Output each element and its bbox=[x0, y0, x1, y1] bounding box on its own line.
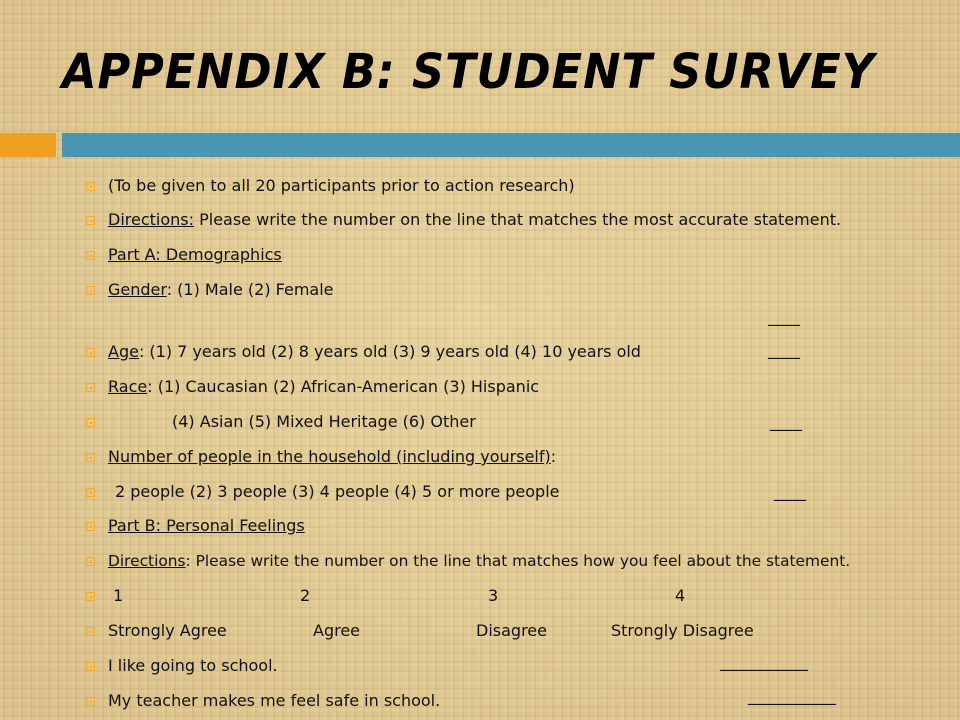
race-answer-line[interactable]: ____ bbox=[770, 412, 802, 431]
scale-number-3: 3 bbox=[488, 586, 499, 605]
bullet-icon bbox=[86, 627, 95, 636]
accent-bar-blue bbox=[62, 133, 960, 157]
feel-safe-answer-line[interactable]: ___________ bbox=[748, 686, 836, 705]
like-school-answer-line[interactable]: ___________ bbox=[720, 652, 808, 671]
gender-answer-line[interactable]: ____ bbox=[768, 307, 800, 326]
bullet-icon bbox=[86, 383, 95, 392]
race-question bbox=[108, 377, 539, 397]
bullet-icon bbox=[86, 488, 95, 497]
bullet-icon bbox=[86, 251, 95, 260]
directions-b-text: : Please write the number on the line that matches how you feel about the statement. bbox=[185, 552, 851, 570]
scale-number-2: 2 bbox=[300, 586, 311, 605]
directions-b-label: Directions bbox=[108, 552, 186, 570]
household-label: Number of people in the household (including yourself) bbox=[108, 447, 551, 466]
directions-b bbox=[108, 551, 850, 571]
bullet-icon bbox=[86, 557, 95, 566]
race-label: Race bbox=[108, 377, 148, 396]
age-options: : (1) 7 years old (2) 8 years old (3) 9 years old (4) 10 years old bbox=[138, 342, 641, 361]
directions-text: Please write the number on the line that matches the most accurate statement. bbox=[194, 210, 842, 229]
bullet-icon bbox=[86, 286, 95, 295]
gender-question bbox=[108, 280, 334, 300]
gender-label: Gender bbox=[108, 280, 167, 299]
scale-label-2: Agree bbox=[313, 621, 361, 640]
bullet-icon bbox=[86, 348, 95, 357]
race-options-continued: (4) Asian (5) Mixed Heritage (6) Other bbox=[172, 412, 476, 431]
question-like-school: I like going to school. bbox=[108, 656, 278, 675]
household-options: 2 people (2) 3 people (3) 4 people (4) 5 or more people bbox=[115, 482, 560, 501]
age-answer-line[interactable]: ____ bbox=[768, 340, 800, 359]
bullet-icon bbox=[86, 453, 95, 462]
directions-a bbox=[108, 210, 841, 230]
age-label: Age bbox=[108, 342, 139, 361]
scale-label-4: Strongly Disagree bbox=[611, 621, 754, 640]
bullet-icon bbox=[86, 182, 95, 191]
scale-label-1: Strongly Agree bbox=[108, 621, 227, 640]
household-question bbox=[108, 447, 556, 467]
slide-title: APPENDIX B: STUDENT SURVEY bbox=[62, 44, 875, 100]
bullet-icon bbox=[86, 216, 95, 225]
bullet-icon bbox=[86, 522, 95, 531]
household-colon: : bbox=[550, 447, 557, 466]
scale-number-4: 4 bbox=[675, 586, 686, 605]
question-feel-safe: My teacher makes me feel safe in school. bbox=[108, 691, 441, 710]
part-a-heading: Part A: Demographics bbox=[108, 245, 282, 264]
household-answer-line[interactable]: ____ bbox=[774, 482, 806, 501]
scale-label-3: Disagree bbox=[476, 621, 547, 640]
scale-number-1: 1 bbox=[113, 586, 124, 605]
bullet-icon bbox=[86, 592, 95, 601]
bullet-icon bbox=[86, 662, 95, 671]
accent-bar-orange bbox=[0, 133, 56, 157]
race-options: : (1) Caucasian (2) African-American (3) Hispanic bbox=[147, 377, 540, 396]
gender-options: : (1) Male (2) Female bbox=[166, 280, 334, 299]
bullet-icon bbox=[86, 697, 95, 706]
intro-note: (To be given to all 20 participants prior to action research) bbox=[108, 176, 575, 195]
bullet-icon bbox=[86, 418, 95, 427]
part-b-heading: Part B: Personal Feelings bbox=[108, 516, 305, 535]
age-question bbox=[108, 342, 641, 362]
directions-label: Directions: bbox=[108, 210, 195, 229]
